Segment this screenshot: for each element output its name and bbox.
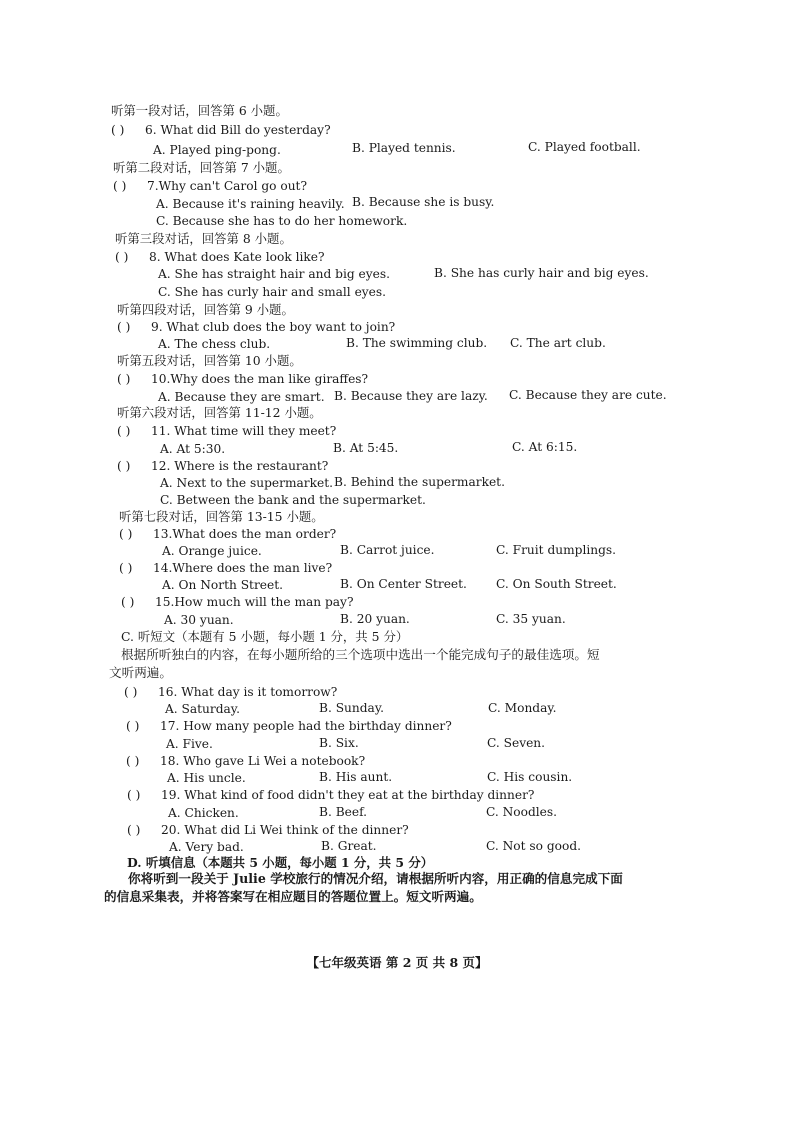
q12-option-c: C. Between the bank and the supermarket. <box>160 493 426 507</box>
instruction-line-2: 的信息采集表，并将答案写在相应题目的答题位置上。短文听两遍。 <box>104 889 482 904</box>
question-text: 9. What club does the boy want to join? <box>151 320 396 334</box>
answer-blank[interactable]: ( ) <box>119 561 133 575</box>
question-text: 12. Where is the restaurant? <box>151 459 329 473</box>
q6-option-c: C. Played football. <box>528 140 641 154</box>
instruction-line-2: 文听两遍。 <box>109 665 172 680</box>
q9-option-b: B. The swimming club. <box>346 336 488 350</box>
question-text: 20. What did Li Wei think of the dinner? <box>161 823 409 837</box>
question-7 <box>113 178 307 194</box>
q16-option-c: C. Monday. <box>488 701 557 715</box>
q20-option-b: B. Great. <box>321 839 377 853</box>
q17-option-c: C. Seven. <box>487 736 546 750</box>
q13-option-a: A. Orange juice. <box>162 544 262 558</box>
q19-option-b: B. Beef. <box>319 805 368 819</box>
q11-option-b: B. At 5:45. <box>333 441 399 455</box>
answer-blank[interactable]: ( ) <box>111 123 125 137</box>
answer-blank[interactable]: ( ) <box>126 754 140 768</box>
q14-option-b: B. On Center Street. <box>340 577 467 591</box>
q12-option-b: B. Behind the supermarket. <box>334 475 505 489</box>
q17-option-a: A. Five. <box>166 737 213 751</box>
question-text: 10.Why does the man like giraffes? <box>151 372 369 386</box>
section-6-heading: 听第六段对话，回答第 11-12 小题。 <box>117 405 322 420</box>
answer-blank[interactable]: ( ) <box>124 685 138 699</box>
question-text: 8. What does Kate look like? <box>149 250 325 264</box>
answer-blank[interactable]: ( ) <box>115 250 129 264</box>
q7-option-b: B. Because she is busy. <box>352 195 495 209</box>
section-1-heading: 听第一段对话，回答第 6 小题。 <box>111 103 288 118</box>
question-text: 19. What kind of food didn't they eat at the birthday dinner? <box>161 788 535 802</box>
q19-option-a: A. Chicken. <box>168 806 239 820</box>
q11-option-c: C. At 6:15. <box>512 440 578 454</box>
answer-blank[interactable]: ( ) <box>127 788 141 802</box>
question-14 <box>119 560 332 576</box>
question-19 <box>127 787 534 803</box>
q20-option-c: C. Not so good. <box>486 839 582 853</box>
instruction-line-1: 根据所听独白的内容，在每小题所给的三个选项中选出一个能完成句子的最佳选项。短 <box>121 647 600 662</box>
part-d-title: D. 听填信息（本题共 5 小题，每小题 1 分，共 5 分） <box>127 855 434 870</box>
q9-option-a: A. The chess club. <box>158 337 271 351</box>
q18-option-c: C. His cousin. <box>487 770 573 784</box>
q13-option-b: B. Carrot juice. <box>340 543 435 557</box>
part-d-instruction <box>104 870 764 906</box>
q9-option-c: C. The art club. <box>510 336 606 350</box>
q15-option-c: C. 35 yuan. <box>496 612 566 626</box>
section-2-heading: 听第二段对话，回答第 7 小题。 <box>113 160 290 175</box>
answer-blank[interactable]: ( ) <box>117 424 131 438</box>
question-text: 18. Who gave Li Wei a notebook? <box>160 754 366 768</box>
question-text: 16. What day is it tomorrow? <box>158 685 338 699</box>
question-text: 15.How much will the man pay? <box>155 595 354 609</box>
question-8 <box>115 249 325 265</box>
q8-option-b: B. She has curly hair and big eyes. <box>434 266 649 280</box>
section-3-heading: 听第三段对话，回答第 8 小题。 <box>115 231 292 246</box>
question-9 <box>117 319 395 335</box>
answer-blank[interactable]: ( ) <box>117 459 131 473</box>
part-c-title: C. 听短文（本题有 5 小题，每小题 1 分，共 5 分） <box>121 629 409 644</box>
question-text: 11. What time will they meet? <box>151 424 337 438</box>
question-10 <box>117 371 368 387</box>
page-footer: 【七年级英语 第 2 页 共 8 页】 <box>306 955 488 970</box>
q6-option-b: B. Played tennis. <box>352 141 456 155</box>
question-6 <box>111 122 331 138</box>
q8-option-a: A. She has straight hair and big eyes. <box>158 267 390 281</box>
question-text: 7.Why can't Carol go out? <box>147 179 307 193</box>
answer-blank[interactable]: ( ) <box>119 527 133 541</box>
section-7-heading: 听第七段对话，回答第 13-15 小题。 <box>119 509 324 524</box>
q6-option-a: A. Played ping-pong. <box>153 143 281 157</box>
answer-blank[interactable]: ( ) <box>126 719 140 733</box>
q16-option-b: B. Sunday. <box>319 701 384 715</box>
question-12 <box>117 458 328 474</box>
q18-option-b: B. His aunt. <box>319 770 393 784</box>
q14-option-a: A. On North Street. <box>162 578 283 592</box>
question-18 <box>126 753 365 769</box>
q11-option-a: A. At 5:30. <box>160 442 226 456</box>
q10-option-b: B. Because they are lazy. <box>334 389 488 403</box>
answer-blank[interactable]: ( ) <box>113 179 127 193</box>
answer-blank[interactable]: ( ) <box>121 595 135 609</box>
q15-option-a: A. 30 yuan. <box>164 613 234 627</box>
question-text: 17. How many people had the birthday dinner? <box>160 719 452 733</box>
q16-option-a: A. Saturday. <box>165 702 240 716</box>
q20-option-a: A. Very bad. <box>169 840 244 854</box>
q7-option-c: C. Because she has to do her homework. <box>156 214 408 228</box>
question-17 <box>126 718 452 734</box>
answer-blank[interactable]: ( ) <box>117 320 131 334</box>
q15-option-b: B. 20 yuan. <box>340 612 410 626</box>
instruction-line-1: 你将听到一段关于 Julie 学校旅行的情况介绍，请根据所听内容，用正确的信息完成下面 <box>128 871 623 886</box>
question-20 <box>127 822 409 838</box>
question-15 <box>121 594 353 610</box>
q17-option-b: B. Six. <box>319 736 359 750</box>
question-text: 13.What does the man order? <box>153 527 337 541</box>
question-text: 14.Where does the man live? <box>153 561 333 575</box>
q8-option-c: C. She has curly hair and small eyes. <box>158 285 387 299</box>
answer-blank[interactable]: ( ) <box>127 823 141 837</box>
q12-option-a: A. Next to the supermarket. <box>160 476 333 490</box>
question-13 <box>119 526 336 542</box>
q10-option-a: A. Because they are smart. <box>158 390 325 404</box>
section-5-heading: 听第五段对话，回答第 10 小题。 <box>117 353 302 368</box>
answer-blank[interactable]: ( ) <box>117 372 131 386</box>
part-c-instruction <box>109 646 761 682</box>
q7-option-a: A. Because it's raining heavily. <box>156 197 345 211</box>
q19-option-c: C. Noodles. <box>486 805 558 819</box>
section-4-heading: 听第四段对话，回答第 9 小题。 <box>117 302 294 317</box>
q14-option-c: C. On South Street. <box>496 577 617 591</box>
question-11 <box>117 423 336 439</box>
q18-option-a: A. His uncle. <box>167 771 246 785</box>
question-16 <box>124 684 337 700</box>
q13-option-c: C. Fruit dumplings. <box>496 543 617 557</box>
q10-option-c: C. Because they are cute. <box>509 388 667 402</box>
question-text: 6. What did Bill do yesterday? <box>145 123 331 137</box>
